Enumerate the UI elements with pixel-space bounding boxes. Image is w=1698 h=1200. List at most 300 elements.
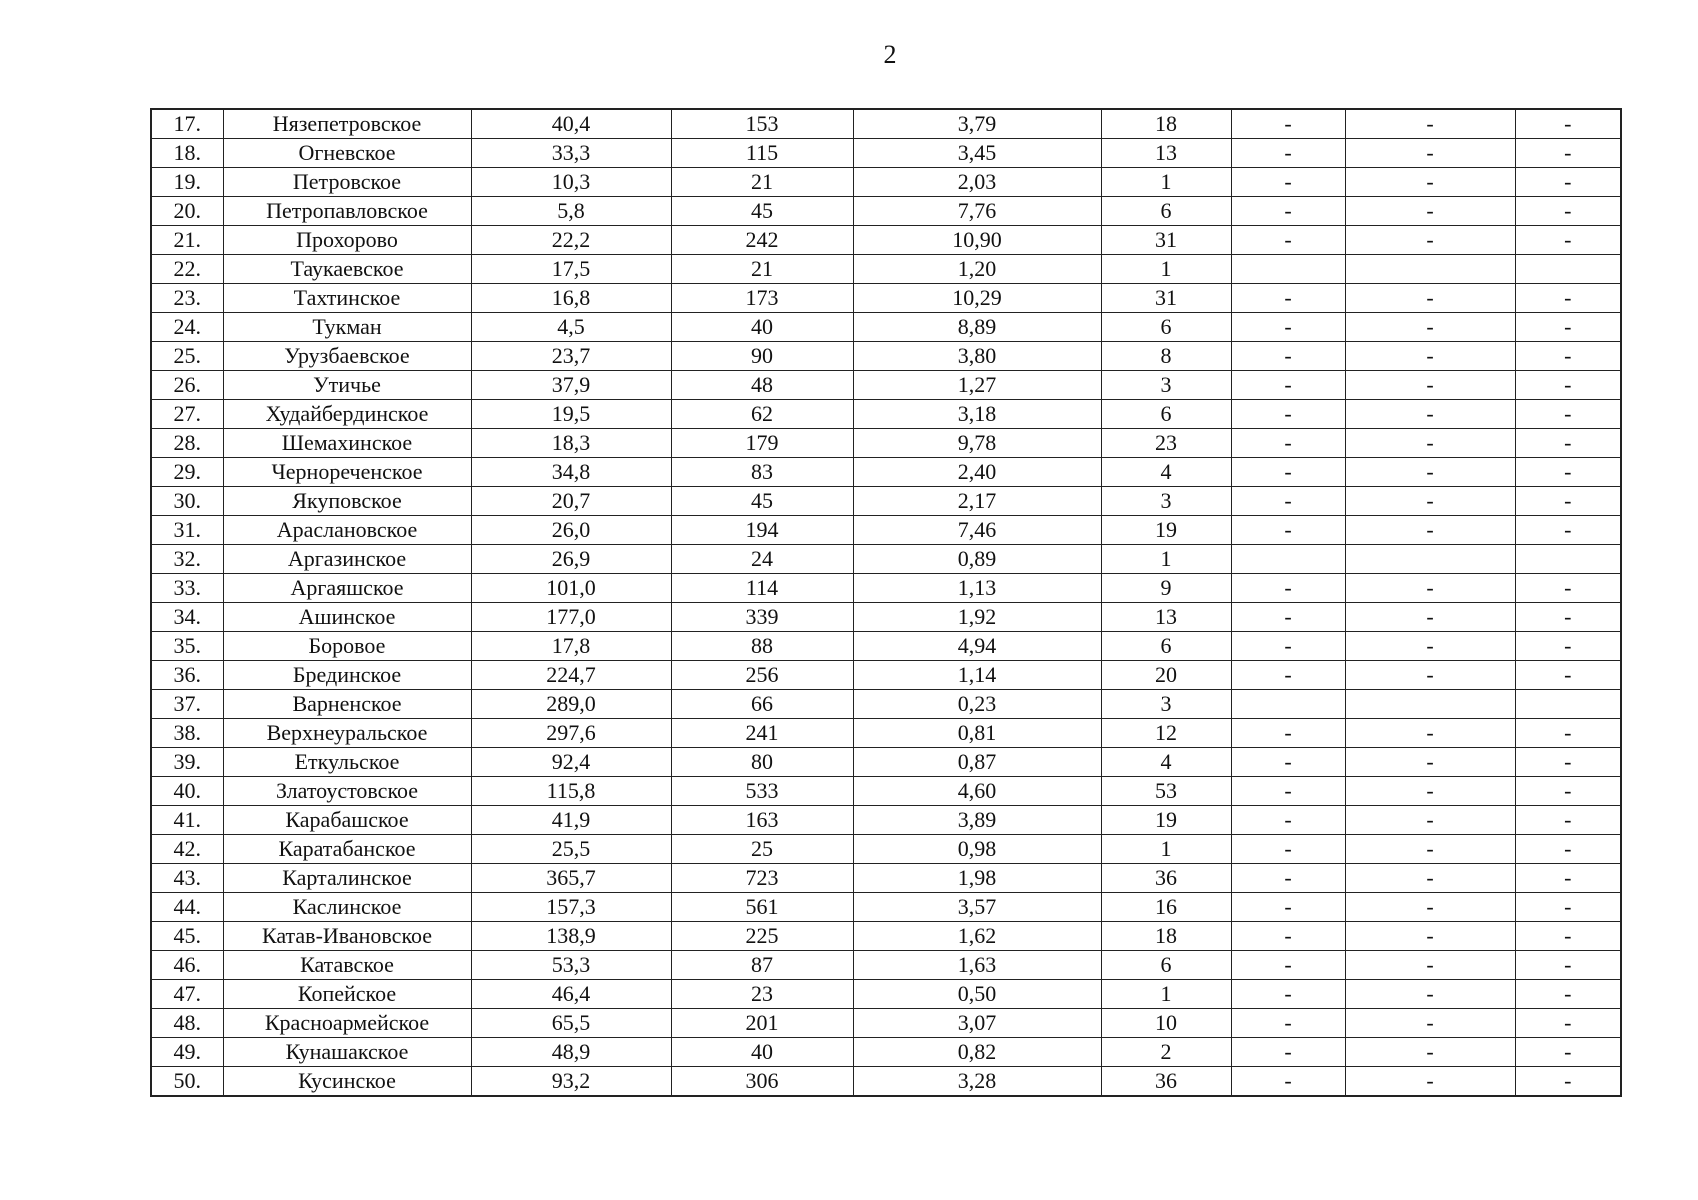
dash-cell-3: - <box>1515 109 1621 139</box>
dash-cell-1: - <box>1231 1009 1345 1038</box>
value-cell-1: 224,7 <box>471 661 671 690</box>
value-cell-3: 0,50 <box>853 980 1101 1009</box>
settlement-name-cell: Верхнеуральское <box>223 719 471 748</box>
dash-cell-1: - <box>1231 429 1345 458</box>
value-cell-2: 25 <box>671 835 853 864</box>
value-cell-4: 16 <box>1101 893 1231 922</box>
row-number-cell: 48. <box>151 1009 223 1038</box>
value-cell-3: 8,89 <box>853 313 1101 342</box>
value-cell-1: 177,0 <box>471 603 671 632</box>
value-cell-1: 40,4 <box>471 109 671 139</box>
settlement-name-cell: Брединское <box>223 661 471 690</box>
row-number-cell: 31. <box>151 516 223 545</box>
row-number-cell: 20. <box>151 197 223 226</box>
dash-cell-3: - <box>1515 400 1621 429</box>
row-number-cell: 29. <box>151 458 223 487</box>
dash-cell-1: - <box>1231 487 1345 516</box>
value-cell-1: 17,8 <box>471 632 671 661</box>
table-row <box>151 313 1621 342</box>
row-number-cell: 21. <box>151 226 223 255</box>
table-row <box>151 197 1621 226</box>
settlement-name-cell: Худайбердинское <box>223 400 471 429</box>
table-row <box>151 429 1621 458</box>
value-cell-2: 153 <box>671 109 853 139</box>
value-cell-2: 83 <box>671 458 853 487</box>
value-cell-2: 23 <box>671 980 853 1009</box>
dash-cell-3: - <box>1515 748 1621 777</box>
table-row <box>151 371 1621 400</box>
value-cell-3: 3,80 <box>853 342 1101 371</box>
value-cell-3: 4,94 <box>853 632 1101 661</box>
value-cell-1: 46,4 <box>471 980 671 1009</box>
value-cell-2: 115 <box>671 139 853 168</box>
settlement-name-cell: Еткульское <box>223 748 471 777</box>
dash-cell-2: - <box>1345 632 1515 661</box>
value-cell-4: 19 <box>1101 516 1231 545</box>
dash-cell-1: - <box>1231 371 1345 400</box>
value-cell-4: 13 <box>1101 139 1231 168</box>
dash-cell-2: - <box>1345 516 1515 545</box>
dash-cell-3: - <box>1515 603 1621 632</box>
settlement-name-cell: Араслановское <box>223 516 471 545</box>
value-cell-3: 0,23 <box>853 690 1101 719</box>
settlement-name-cell: Петропавловское <box>223 197 471 226</box>
settlement-name-cell: Нязепетровское <box>223 109 471 139</box>
value-cell-2: 339 <box>671 603 853 632</box>
dash-cell-3: - <box>1515 139 1621 168</box>
table-row <box>151 951 1621 980</box>
dash-cell-3: - <box>1515 864 1621 893</box>
table-row <box>151 603 1621 632</box>
value-cell-4: 36 <box>1101 1067 1231 1097</box>
value-cell-2: 62 <box>671 400 853 429</box>
value-cell-2: 561 <box>671 893 853 922</box>
value-cell-3: 3,79 <box>853 109 1101 139</box>
row-number-cell: 30. <box>151 487 223 516</box>
settlement-name-cell: Прохорово <box>223 226 471 255</box>
value-cell-4: 3 <box>1101 371 1231 400</box>
row-number-cell: 36. <box>151 661 223 690</box>
settlement-name-cell: Утичье <box>223 371 471 400</box>
value-cell-4: 31 <box>1101 226 1231 255</box>
value-cell-2: 194 <box>671 516 853 545</box>
value-cell-4: 20 <box>1101 661 1231 690</box>
table-row <box>151 516 1621 545</box>
value-cell-1: 19,5 <box>471 400 671 429</box>
row-number-cell: 25. <box>151 342 223 371</box>
value-cell-1: 20,7 <box>471 487 671 516</box>
value-cell-4: 1 <box>1101 168 1231 197</box>
value-cell-1: 101,0 <box>471 574 671 603</box>
row-number-cell: 27. <box>151 400 223 429</box>
dash-cell-2: - <box>1345 284 1515 313</box>
value-cell-1: 365,7 <box>471 864 671 893</box>
value-cell-2: 306 <box>671 1067 853 1097</box>
dash-cell-1: - <box>1231 139 1345 168</box>
row-number-cell: 33. <box>151 574 223 603</box>
dash-cell-3: - <box>1515 777 1621 806</box>
dash-cell-2: - <box>1345 400 1515 429</box>
dash-cell-1: - <box>1231 313 1345 342</box>
settlement-name-cell: Чернореченское <box>223 458 471 487</box>
table-row <box>151 1067 1621 1097</box>
value-cell-4: 12 <box>1101 719 1231 748</box>
row-number-cell: 50. <box>151 1067 223 1097</box>
settlement-name-cell: Огневское <box>223 139 471 168</box>
dash-cell-2: - <box>1345 1067 1515 1097</box>
value-cell-4: 19 <box>1101 806 1231 835</box>
row-number-cell: 47. <box>151 980 223 1009</box>
value-cell-1: 93,2 <box>471 1067 671 1097</box>
value-cell-1: 18,3 <box>471 429 671 458</box>
dash-cell-3: - <box>1515 226 1621 255</box>
settlement-name-cell: Тахтинское <box>223 284 471 313</box>
table-row <box>151 574 1621 603</box>
table-row <box>151 255 1621 284</box>
value-cell-4: 9 <box>1101 574 1231 603</box>
dash-cell-3: - <box>1515 719 1621 748</box>
dash-cell-1: - <box>1231 342 1345 371</box>
value-cell-1: 48,9 <box>471 1038 671 1067</box>
dash-cell-2: - <box>1345 458 1515 487</box>
value-cell-3: 3,07 <box>853 1009 1101 1038</box>
dash-cell-2: - <box>1345 226 1515 255</box>
dash-cell-2: - <box>1345 922 1515 951</box>
value-cell-4: 6 <box>1101 197 1231 226</box>
dash-cell-2: - <box>1345 661 1515 690</box>
value-cell-4: 8 <box>1101 342 1231 371</box>
dash-cell-2: - <box>1345 574 1515 603</box>
settlement-name-cell: Шемахинское <box>223 429 471 458</box>
settlement-name-cell: Златоустовское <box>223 777 471 806</box>
value-cell-1: 138,9 <box>471 922 671 951</box>
table-row <box>151 661 1621 690</box>
settlement-name-cell: Ашинское <box>223 603 471 632</box>
value-cell-2: 80 <box>671 748 853 777</box>
dash-cell-2: - <box>1345 313 1515 342</box>
settlement-name-cell: Аргаяшское <box>223 574 471 603</box>
dash-cell-2: - <box>1345 806 1515 835</box>
value-cell-3: 1,14 <box>853 661 1101 690</box>
value-cell-1: 65,5 <box>471 1009 671 1038</box>
value-cell-3: 4,60 <box>853 777 1101 806</box>
table-row <box>151 284 1621 313</box>
value-cell-1: 22,2 <box>471 226 671 255</box>
row-number-cell: 38. <box>151 719 223 748</box>
table-row <box>151 777 1621 806</box>
dash-cell-1: - <box>1231 864 1345 893</box>
dash-cell-3 <box>1515 545 1621 574</box>
table-row <box>151 487 1621 516</box>
data-table <box>150 108 1622 1097</box>
dash-cell-1: - <box>1231 777 1345 806</box>
value-cell-4: 6 <box>1101 632 1231 661</box>
table-row <box>151 980 1621 1009</box>
value-cell-2: 163 <box>671 806 853 835</box>
table-row <box>151 458 1621 487</box>
table-row <box>151 1038 1621 1067</box>
value-cell-3: 0,98 <box>853 835 1101 864</box>
dash-cell-1: - <box>1231 951 1345 980</box>
dash-cell-2: - <box>1345 980 1515 1009</box>
row-number-cell: 40. <box>151 777 223 806</box>
dash-cell-1 <box>1231 255 1345 284</box>
value-cell-4: 6 <box>1101 313 1231 342</box>
value-cell-4: 53 <box>1101 777 1231 806</box>
dash-cell-1: - <box>1231 922 1345 951</box>
value-cell-4: 18 <box>1101 922 1231 951</box>
value-cell-3: 3,57 <box>853 893 1101 922</box>
value-cell-4: 2 <box>1101 1038 1231 1067</box>
dash-cell-3 <box>1515 690 1621 719</box>
value-cell-2: 21 <box>671 255 853 284</box>
dash-cell-2: - <box>1345 951 1515 980</box>
dash-cell-2: - <box>1345 429 1515 458</box>
value-cell-3: 2,03 <box>853 168 1101 197</box>
value-cell-2: 21 <box>671 168 853 197</box>
value-cell-2: 88 <box>671 632 853 661</box>
value-cell-1: 25,5 <box>471 835 671 864</box>
row-number-cell: 18. <box>151 139 223 168</box>
dash-cell-3: - <box>1515 661 1621 690</box>
dash-cell-1: - <box>1231 226 1345 255</box>
dash-cell-2: - <box>1345 139 1515 168</box>
dash-cell-3: - <box>1515 168 1621 197</box>
row-number-cell: 26. <box>151 371 223 400</box>
value-cell-3: 1,63 <box>853 951 1101 980</box>
dash-cell-1: - <box>1231 603 1345 632</box>
table-row <box>151 168 1621 197</box>
dash-cell-3: - <box>1515 835 1621 864</box>
settlement-name-cell: Каслинское <box>223 893 471 922</box>
dash-cell-1: - <box>1231 109 1345 139</box>
dash-cell-1: - <box>1231 661 1345 690</box>
value-cell-3: 1,98 <box>853 864 1101 893</box>
value-cell-3: 1,27 <box>853 371 1101 400</box>
dash-cell-2: - <box>1345 487 1515 516</box>
value-cell-4: 1 <box>1101 835 1231 864</box>
value-cell-1: 289,0 <box>471 690 671 719</box>
value-cell-1: 26,9 <box>471 545 671 574</box>
dash-cell-2: - <box>1345 748 1515 777</box>
value-cell-2: 24 <box>671 545 853 574</box>
table-row <box>151 690 1621 719</box>
value-cell-4: 1 <box>1101 545 1231 574</box>
dash-cell-1: - <box>1231 835 1345 864</box>
dash-cell-2: - <box>1345 864 1515 893</box>
row-number-cell: 34. <box>151 603 223 632</box>
dash-cell-1: - <box>1231 632 1345 661</box>
settlement-name-cell: Катавское <box>223 951 471 980</box>
settlement-name-cell: Таукаевское <box>223 255 471 284</box>
value-cell-2: 90 <box>671 342 853 371</box>
dash-cell-1: - <box>1231 516 1345 545</box>
table-row <box>151 719 1621 748</box>
row-number-cell: 45. <box>151 922 223 951</box>
dash-cell-1: - <box>1231 400 1345 429</box>
value-cell-4: 3 <box>1101 487 1231 516</box>
table-row <box>151 748 1621 777</box>
dash-cell-3: - <box>1515 806 1621 835</box>
value-cell-3: 0,87 <box>853 748 1101 777</box>
value-cell-1: 17,5 <box>471 255 671 284</box>
value-cell-3: 0,82 <box>853 1038 1101 1067</box>
dash-cell-2: - <box>1345 603 1515 632</box>
value-cell-1: 26,0 <box>471 516 671 545</box>
dash-cell-2: - <box>1345 893 1515 922</box>
dash-cell-1: - <box>1231 197 1345 226</box>
dash-cell-3: - <box>1515 574 1621 603</box>
dash-cell-1: - <box>1231 806 1345 835</box>
dash-cell-2 <box>1345 545 1515 574</box>
value-cell-2: 225 <box>671 922 853 951</box>
row-number-cell: 39. <box>151 748 223 777</box>
value-cell-1: 92,4 <box>471 748 671 777</box>
row-number-cell: 32. <box>151 545 223 574</box>
value-cell-4: 10 <box>1101 1009 1231 1038</box>
dash-cell-2: - <box>1345 197 1515 226</box>
settlement-name-cell: Аргазинское <box>223 545 471 574</box>
dash-cell-1: - <box>1231 1038 1345 1067</box>
value-cell-2: 723 <box>671 864 853 893</box>
dash-cell-3: - <box>1515 1009 1621 1038</box>
value-cell-3: 7,46 <box>853 516 1101 545</box>
dash-cell-1: - <box>1231 574 1345 603</box>
value-cell-2: 48 <box>671 371 853 400</box>
dash-cell-3: - <box>1515 429 1621 458</box>
row-number-cell: 42. <box>151 835 223 864</box>
dash-cell-1: - <box>1231 980 1345 1009</box>
settlement-name-cell: Якуповское <box>223 487 471 516</box>
value-cell-2: 40 <box>671 313 853 342</box>
value-cell-3: 10,90 <box>853 226 1101 255</box>
dash-cell-3 <box>1515 255 1621 284</box>
value-cell-1: 4,5 <box>471 313 671 342</box>
value-cell-4: 13 <box>1101 603 1231 632</box>
value-cell-4: 3 <box>1101 690 1231 719</box>
dash-cell-2: - <box>1345 109 1515 139</box>
row-number-cell: 24. <box>151 313 223 342</box>
value-cell-2: 173 <box>671 284 853 313</box>
value-cell-3: 3,28 <box>853 1067 1101 1097</box>
value-cell-4: 18 <box>1101 109 1231 139</box>
value-cell-2: 179 <box>671 429 853 458</box>
value-cell-1: 53,3 <box>471 951 671 980</box>
value-cell-4: 4 <box>1101 458 1231 487</box>
value-cell-2: 114 <box>671 574 853 603</box>
table-row <box>151 806 1621 835</box>
dash-cell-3: - <box>1515 893 1621 922</box>
page-number: 2 <box>883 40 897 69</box>
value-cell-2: 256 <box>671 661 853 690</box>
value-cell-3: 0,81 <box>853 719 1101 748</box>
settlement-name-cell: Карталинское <box>223 864 471 893</box>
dash-cell-3: - <box>1515 516 1621 545</box>
value-cell-1: 157,3 <box>471 893 671 922</box>
settlement-name-cell: Каратабанское <box>223 835 471 864</box>
dash-cell-2: - <box>1345 1038 1515 1067</box>
dash-cell-2: - <box>1345 777 1515 806</box>
row-number-cell: 43. <box>151 864 223 893</box>
value-cell-3: 3,18 <box>853 400 1101 429</box>
value-cell-2: 45 <box>671 197 853 226</box>
dash-cell-1: - <box>1231 284 1345 313</box>
settlement-name-cell: Катав-Ивановское <box>223 922 471 951</box>
value-cell-3: 7,76 <box>853 197 1101 226</box>
dash-cell-1 <box>1231 690 1345 719</box>
value-cell-1: 23,7 <box>471 342 671 371</box>
table-row <box>151 835 1621 864</box>
value-cell-2: 87 <box>671 951 853 980</box>
value-cell-2: 45 <box>671 487 853 516</box>
settlement-name-cell: Боровое <box>223 632 471 661</box>
dash-cell-2: - <box>1345 371 1515 400</box>
value-cell-3: 1,92 <box>853 603 1101 632</box>
dash-cell-2 <box>1345 690 1515 719</box>
value-cell-1: 16,8 <box>471 284 671 313</box>
row-number-cell: 41. <box>151 806 223 835</box>
dash-cell-1: - <box>1231 719 1345 748</box>
dash-cell-3: - <box>1515 313 1621 342</box>
settlement-name-cell: Урузбаевское <box>223 342 471 371</box>
value-cell-4: 4 <box>1101 748 1231 777</box>
table-row <box>151 1009 1621 1038</box>
settlement-name-cell: Копейское <box>223 980 471 1009</box>
dash-cell-2: - <box>1345 168 1515 197</box>
table-row <box>151 864 1621 893</box>
value-cell-3: 0,89 <box>853 545 1101 574</box>
value-cell-1: 34,8 <box>471 458 671 487</box>
dash-cell-3: - <box>1515 951 1621 980</box>
value-cell-3: 1,20 <box>853 255 1101 284</box>
row-number-cell: 35. <box>151 632 223 661</box>
value-cell-4: 1 <box>1101 255 1231 284</box>
settlement-name-cell: Петровское <box>223 168 471 197</box>
value-cell-1: 297,6 <box>471 719 671 748</box>
value-cell-1: 115,8 <box>471 777 671 806</box>
dash-cell-1: - <box>1231 748 1345 777</box>
dash-cell-3: - <box>1515 1038 1621 1067</box>
settlement-name-cell: Карабашское <box>223 806 471 835</box>
value-cell-2: 66 <box>671 690 853 719</box>
value-cell-3: 2,17 <box>853 487 1101 516</box>
row-number-cell: 44. <box>151 893 223 922</box>
settlement-name-cell: Кусинское <box>223 1067 471 1097</box>
value-cell-1: 5,8 <box>471 197 671 226</box>
value-cell-4: 23 <box>1101 429 1231 458</box>
row-number-cell: 19. <box>151 168 223 197</box>
value-cell-2: 40 <box>671 1038 853 1067</box>
table-row <box>151 109 1621 139</box>
settlement-name-cell: Тукман <box>223 313 471 342</box>
settlement-name-cell: Варненское <box>223 690 471 719</box>
table-body <box>151 109 1621 1096</box>
dash-cell-3: - <box>1515 342 1621 371</box>
value-cell-1: 37,9 <box>471 371 671 400</box>
value-cell-3: 3,89 <box>853 806 1101 835</box>
dash-cell-3: - <box>1515 632 1621 661</box>
table-row <box>151 342 1621 371</box>
value-cell-1: 10,3 <box>471 168 671 197</box>
dash-cell-2: - <box>1345 719 1515 748</box>
row-number-cell: 23. <box>151 284 223 313</box>
dash-cell-3: - <box>1515 980 1621 1009</box>
dash-cell-2: - <box>1345 835 1515 864</box>
dash-cell-3: - <box>1515 1067 1621 1097</box>
dash-cell-2: - <box>1345 342 1515 371</box>
value-cell-3: 3,45 <box>853 139 1101 168</box>
settlement-name-cell: Кунашакское <box>223 1038 471 1067</box>
